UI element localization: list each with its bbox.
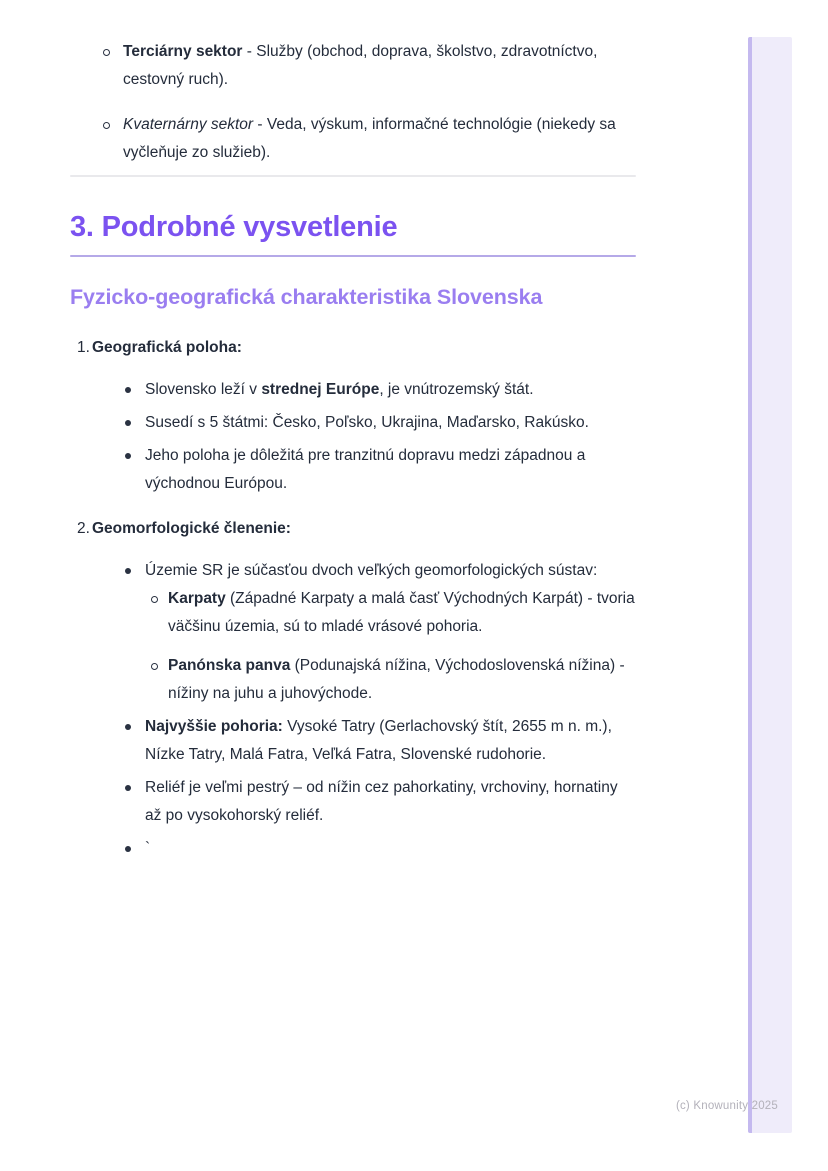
- section-heading: 3. Podrobné vysvetlenie: [70, 211, 398, 243]
- sub-bullet-list: [151, 585, 636, 708]
- outline-title: Geografická poloha:: [92, 339, 242, 356]
- circle-bullet-icon: [151, 596, 158, 603]
- disc-bullet-icon: [125, 785, 131, 791]
- outline-item-1: [70, 334, 636, 498]
- list-item: [125, 835, 636, 863]
- disc-bullet-icon: [125, 846, 131, 852]
- list-item-text: Slovensko leží v strednej Európe, je vnútrozemský štát.: [145, 381, 534, 398]
- outline-title: Geomorfologické členenie:: [92, 520, 291, 537]
- list-item-text: Kvaternárny sektor - Veda, výskum, informačné technológie (niekedy sa vyčleňuje zo služieb).: [123, 116, 616, 161]
- section-divider: [70, 175, 636, 177]
- heading-underline: [70, 255, 636, 257]
- disc-bullet-icon: [125, 420, 131, 426]
- circle-bullet-icon: [151, 663, 158, 670]
- list-item: [151, 652, 636, 708]
- circle-bullet-icon: [103, 122, 110, 129]
- disc-bullet-icon: [125, 387, 131, 393]
- list-item-text: Terciárny sektor - Služby (obchod, doprava, školstvo, zdravotníctvo, cestovný ruch).: [123, 43, 598, 88]
- list-item: [125, 713, 636, 769]
- list-item-text: Jeho poloha je dôležitá pre tranzitnú dopravu medzi západnou a východnou Európou.: [145, 447, 586, 492]
- list-item: [125, 557, 636, 708]
- outline-number: 1.: [77, 339, 90, 356]
- outline-number: 2.: [77, 520, 90, 537]
- copyright-notice: (c) Knowunity 2025: [675, 1100, 778, 1112]
- bullet-list: [125, 376, 636, 498]
- numbered-outline: [70, 334, 636, 863]
- list-item-text: Územie SR je súčasťou dvoch veľkých geomorfologických sústav:: [145, 562, 598, 579]
- bullet-list: [125, 557, 636, 863]
- list-item: [125, 442, 636, 498]
- circle-bullet-icon: [103, 49, 110, 56]
- outline-item-2: [70, 515, 636, 863]
- disc-bullet-icon: [125, 724, 131, 730]
- list-item: [125, 774, 636, 830]
- section-subheading: Fyzicko-geografická charakteristika Slovenska: [70, 285, 543, 309]
- list-item-text: Panónska panva (Podunajská nížina, Východoslovenská nížina) - nížiny na juhu a juhovýchode.: [168, 657, 625, 702]
- list-item-text: Susedí s 5 štátmi: Česko, Poľsko, Ukrajina, Maďarsko, Rakúsko.: [145, 414, 589, 431]
- scrollbar[interactable]: [748, 37, 792, 1133]
- list-item-text: Reliéf je veľmi pestrý – od nížin cez pahorkatiny, vrchoviny, hornatiny až po vysokohorský reliéf.: [145, 779, 618, 824]
- list-item: [151, 585, 636, 641]
- intro-list: [103, 38, 636, 167]
- list-item: [125, 409, 636, 437]
- list-item-text: Najvyššie pohoria: Vysoké Tatry (Gerlachovský štít, 2655 m n. m.), Nízke Tatry, Malá Fatra, Veľká Fatra, Slovenské rudohorie.: [145, 718, 612, 763]
- disc-bullet-icon: [125, 568, 131, 574]
- list-item-text: `: [145, 840, 151, 857]
- list-item: [103, 111, 636, 167]
- list-item-text: Karpaty (Západné Karpaty a malá časť Východných Karpát) - tvoria väčšinu územia, sú to mladé vrásové pohoria.: [168, 590, 635, 635]
- list-item: [103, 38, 636, 94]
- list-item: [125, 376, 636, 404]
- disc-bullet-icon: [125, 453, 131, 459]
- document-content: [70, 38, 636, 868]
